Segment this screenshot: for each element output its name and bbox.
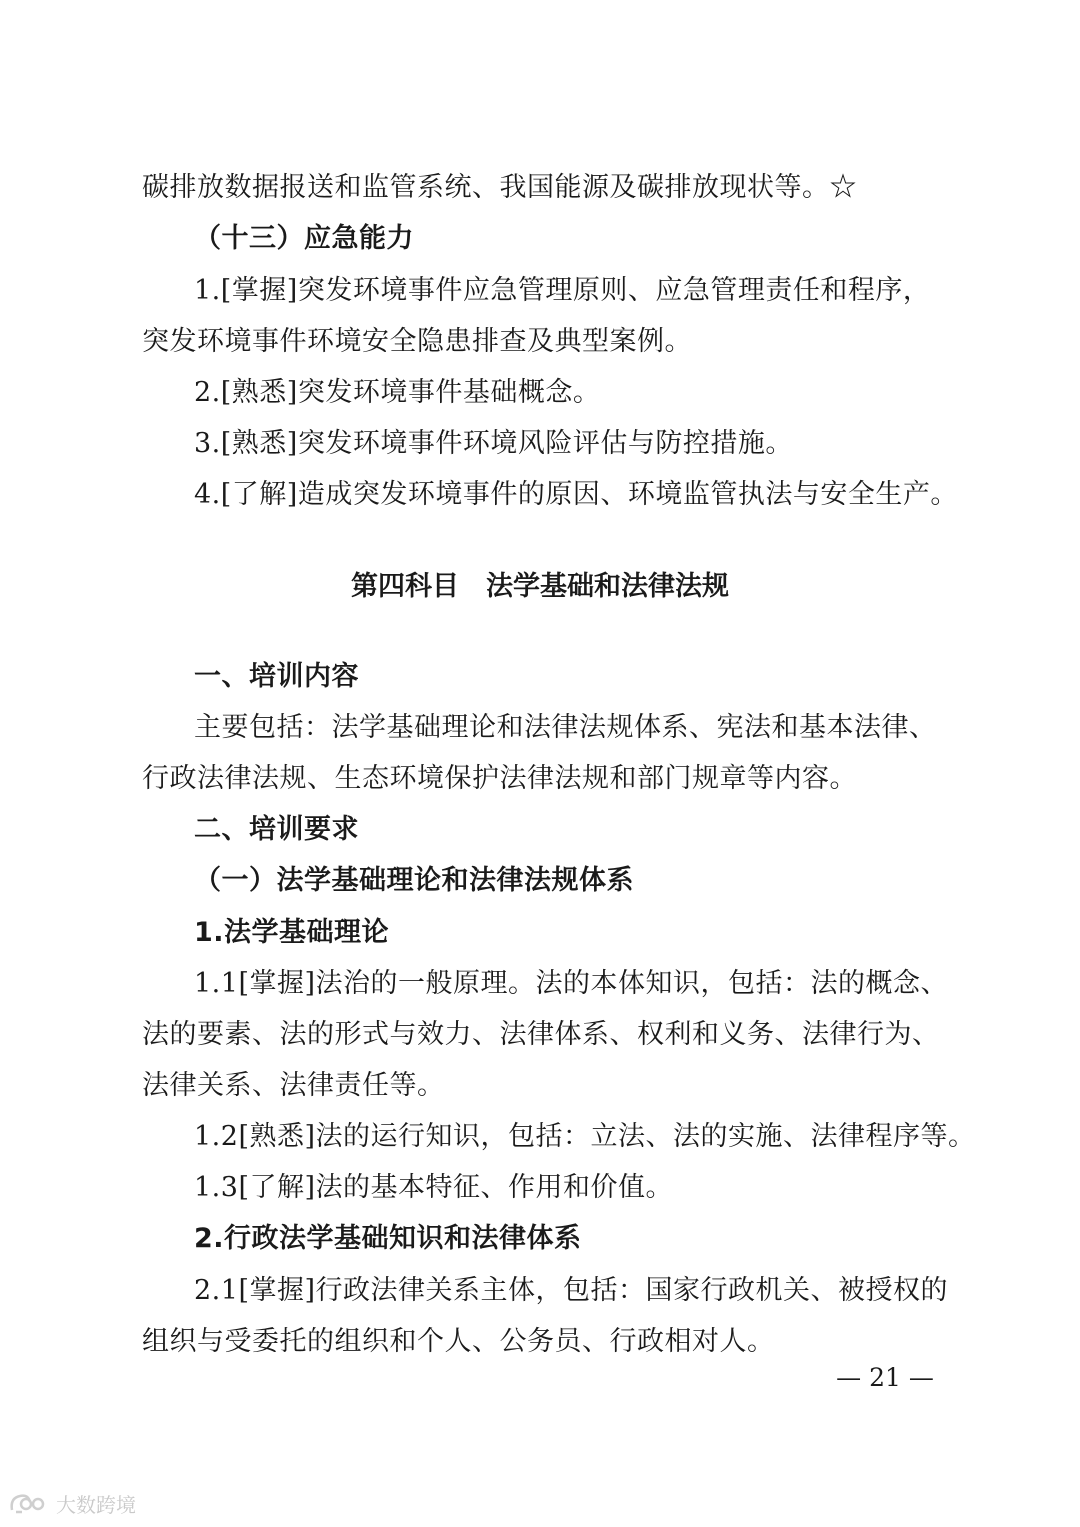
paragraph-line: 行政法律法规、生态环境保护法律法规和部门规章等内容。 (142, 763, 857, 794)
paragraph-line: 突发环境事件环境安全隐患排查及典型案例。 (142, 326, 692, 357)
paragraph-line: 1.3[了解]法的基本特征、作用和价值。 (194, 1172, 674, 1203)
paragraph-line: 1.1[掌握]法治的一般原理。法的本体知识，包括：法的概念、 (194, 968, 949, 999)
paragraph-line: 法律关系、法律责任等。 (142, 1070, 445, 1101)
paragraph-line: 2.1[掌握]行政法律关系主体，包括：国家行政机关、被授权的 (194, 1275, 949, 1306)
section-heading: 1.法学基础理论 (194, 917, 390, 948)
subject-title: 第四科目 法学基础和法律法规 (351, 571, 729, 602)
watermark (8, 1489, 136, 1517)
paragraph-line: 1.[掌握]突发环境事件应急管理原则、应急管理责任和程序， (194, 275, 931, 306)
section-heading: 一、培训内容 (194, 661, 359, 692)
section-heading: （十三）应急能力 (194, 223, 414, 254)
section-heading: 二、培训要求 (194, 814, 359, 845)
paragraph-line: 4.[了解]造成突发环境事件的原因、环境监管执法与安全生产。 (194, 479, 958, 510)
paragraph-line: 3.[熟悉]突发环境事件环境风险评估与防控措施。 (194, 428, 793, 459)
paragraph-line: 法的要素、法的形式与效力、法律体系、权利和义务、法律行为、 (142, 1019, 940, 1050)
section-heading: 2.行政法学基础知识和法律体系 (194, 1223, 582, 1254)
paragraph-line: 1.2[熟悉]法的运行知识，包括：立法、法的实施、法律程序等。 (194, 1121, 976, 1152)
page-number: — 21 — (836, 1363, 934, 1392)
paragraph-line: 主要包括：法学基础理论和法律法规体系、宪法和基本法律、 (194, 712, 937, 743)
paragraph-line: 组织与受委托的组织和个人、公务员、行政相对人。 (142, 1326, 775, 1357)
watermark-text: 大数跨境 (56, 1492, 136, 1517)
section-heading: （一）法学基础理论和法律法规体系 (194, 865, 634, 896)
paragraph-line: 碳排放数据报送和监管系统、我国能源及碳排放现状等。☆ (142, 172, 857, 203)
logo-icon (8, 1490, 52, 1516)
paragraph-line: 2.[熟悉]突发环境事件基础概念。 (194, 377, 601, 408)
